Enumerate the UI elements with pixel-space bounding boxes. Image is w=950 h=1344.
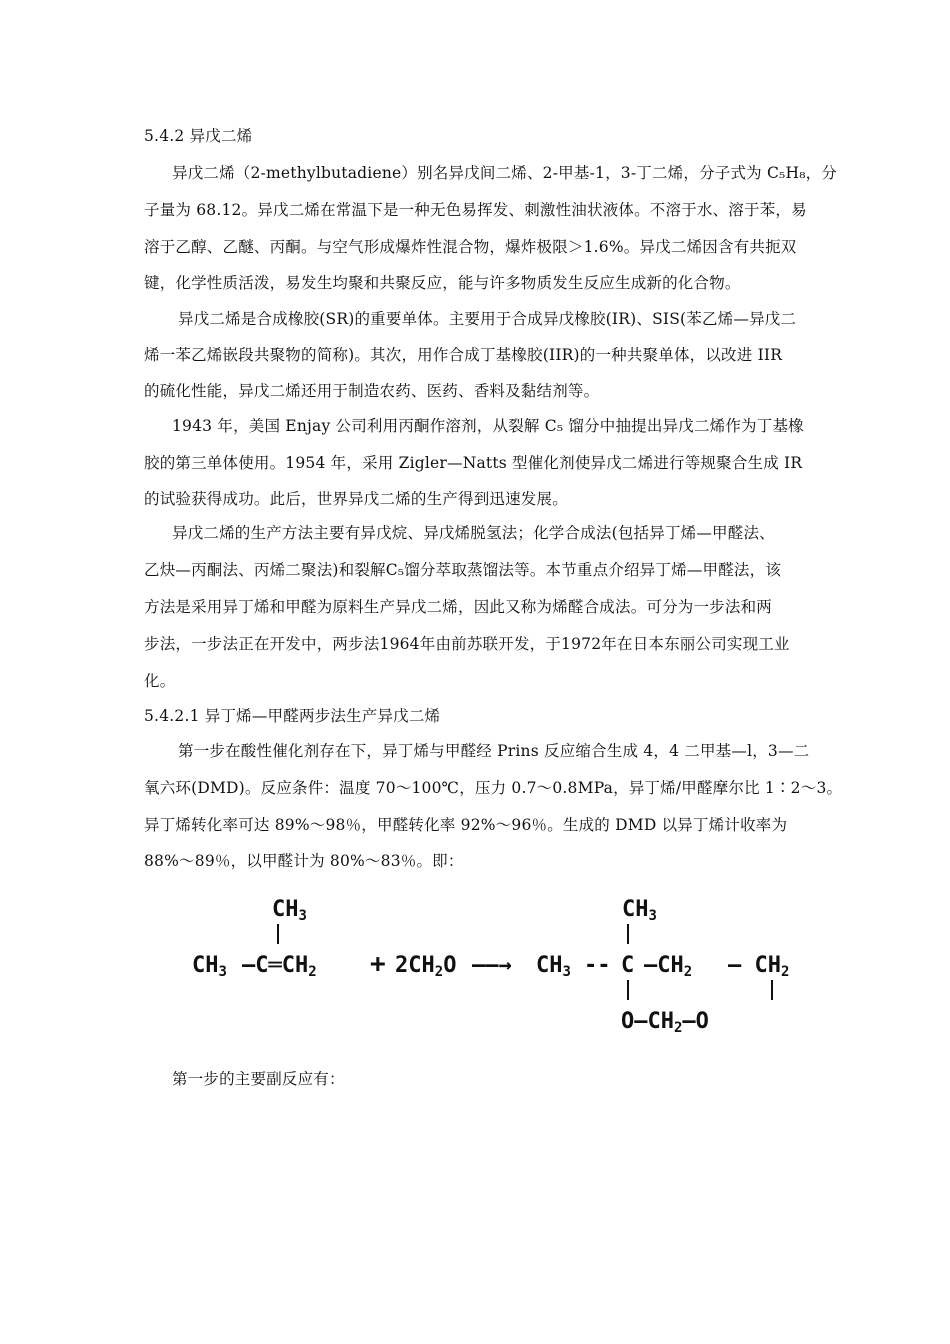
paragraph-line: 乙炔—丙酮法、丙烯二聚法)和裂解C₅馏分萃取蒸馏法等。本节重点介绍异丁烯—甲醛法，该: [144, 561, 782, 579]
subsection-heading: 5.4.2.1 异丁烯—甲醛两步法生产异戊二烯: [144, 707, 441, 725]
paragraph-line: 溶于乙醇、乙醚、丙酮。与空气形成爆炸性混合物，爆炸极限＞1.6%。异戊二烯因含有共扼双: [144, 238, 797, 256]
left-methyl-main: CH3: [192, 953, 227, 980]
product-dash: --: [584, 953, 611, 978]
paragraph-line: 步法，一步法正在开发中，两步法1964年由前苏联开发，于1972年在日本东丽公司实现工业: [144, 635, 790, 653]
reaction-arrow: ——→: [472, 953, 512, 978]
paragraph-line: 键，化学性质活泼，易发生均聚和共聚反应，能与许多物质发生反应生成新的化合物。: [144, 274, 741, 292]
paragraph-line: 化。: [144, 672, 176, 690]
paragraph-line: 异丁烯转化率可达 89%～98％，甲醛转化率 92%～96％。生成的 DMD 以异丁烯计收率为: [144, 816, 788, 834]
formaldehyde: 2CH2O: [395, 953, 457, 980]
reaction-equation: [180, 880, 840, 1040]
paragraph-line: 方法是采用异丁烯和甲醛为原料生产异戊二烯，因此又称为烯醛合成法。可分为一步法和两: [144, 598, 773, 616]
plus-sign: +: [370, 949, 386, 979]
paragraph-line: 88%～89％，以甲醛计为 80%～83％。即：: [144, 852, 464, 870]
left-alkene: —C═CH2: [242, 953, 317, 980]
paragraph-line: 异戊二烯的生产方法主要有异戊烷、异戊烯脱氢法；化学合成法(包括异丁烯—甲醛法、: [172, 524, 775, 542]
paragraph-line: 氧六环(DMD)。反应条件：温度 70～100℃，压力 0.7～0.8MPa，异丁烯/甲醛摩尔比 1∶2～3。: [144, 779, 843, 797]
product-ch2-b: — CH2: [728, 953, 790, 980]
paragraph-line: 子量为 68.12。异戊二烯在常温下是一种无色易挥发、刺激性油状液体。不溶于水、溶于苯，易: [144, 201, 807, 219]
paragraph-line: 烯一苯乙烯嵌段共聚物的简称)。其次，用作合成丁基橡胶(IIR)的一种共聚单体，以改进 IIR: [144, 346, 783, 364]
section-heading: 5.4.2 异戊二烯: [144, 127, 253, 145]
left-methyl-top: CH3: [272, 897, 307, 924]
paragraph-line: 第一步在酸性催化剂存在下，异丁烯与甲醛经 Prins 反应缩合生成 4，4 二甲基—l，3—二: [178, 742, 810, 760]
product-methyl-top: CH3: [622, 897, 657, 924]
paragraph-line: 的硫化性能，异戊二烯还用于制造农药、医药、香料及黏结剂等。: [144, 382, 600, 400]
product-ring-bottom: O—CH2—O: [621, 1009, 709, 1036]
paragraph-line: 胶的第三单体使用。1954 年，采用 Zigler—Natts 型催化剂使异戊二烯进行等规聚合生成 IR: [144, 454, 803, 472]
paragraph-line: 第一步的主要副反应有：: [172, 1070, 345, 1088]
paragraph-line: 1943 年，美国 Enjay 公司利用丙酮作溶剂，从裂解 C₅ 馏分中抽提出异戊二烯作为丁基橡: [172, 417, 804, 435]
paragraph-line: 异戊二烯（2-methylbutadiene）别名异戊间二烯、2-甲基-1，3-丁二烯，分子式为 C₅H₈，分: [172, 164, 838, 182]
product-quaternary-carbon: C: [621, 953, 635, 978]
paragraph-line: 的试验获得成功。此后，世界异戊二烯的生产得到迅速发展。: [144, 490, 568, 508]
product-ch2-a: —CH2: [644, 953, 693, 980]
product-methyl: CH3: [536, 953, 571, 980]
paragraph-line: 异戊二烯是合成橡胶(SR)的重要单体。主要用于合成异戊橡胶(IR)、SIS(苯乙烯—异戊二: [178, 310, 797, 328]
